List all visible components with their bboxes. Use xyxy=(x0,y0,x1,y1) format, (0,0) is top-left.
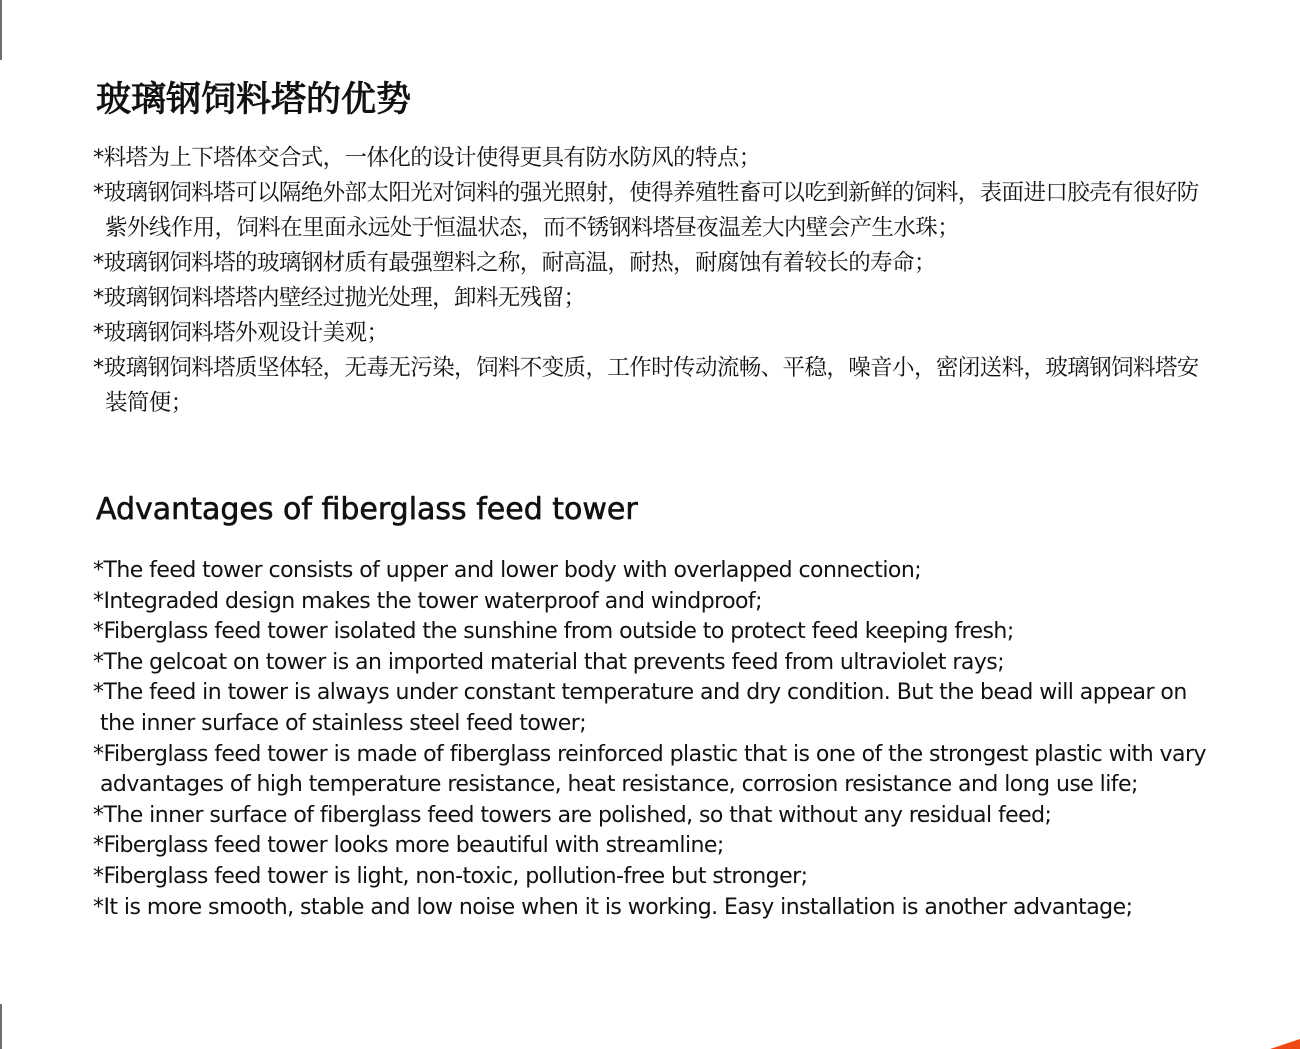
orange-corner-accent xyxy=(1270,1039,1300,1049)
english-advantage-item: *The gelcoat on tower is an imported material that prevents feed from ultraviolet rays; xyxy=(93,649,1005,675)
left-edge-line-top xyxy=(0,0,2,60)
english-advantages-section xyxy=(93,488,1218,923)
left-edge-line-bottom xyxy=(0,1004,2,1049)
english-advantage-item: *Fiberglass feed tower is light, non-toxic, pollution-free but stronger; xyxy=(93,863,808,889)
chinese-section-title: 玻璃钢饲料塔的优势 xyxy=(96,80,412,120)
english-advantage-item: *It is more smooth, stable and low noise when it is working. Easy installation is another advantage; xyxy=(93,894,1133,920)
chinese-advantage-item: *玻璃钢饲料塔塔内壁经过抛光处理，卸料无残留； xyxy=(93,285,586,311)
english-advantage-item: *The feed in tower is always under constant temperature and dry condition. But the bead will appear on the inner surface of stainless steel feed tower; xyxy=(93,680,1187,736)
english-advantage-item: *Fiberglass feed tower is made of fiberglass reinforced plastic that is one of the strongest plastic with vary advantages of high temperature resistance, heat resistance, corrosion resistance and long use life; xyxy=(93,741,1206,798)
chinese-advantages-list xyxy=(93,141,1218,421)
english-advantages-list xyxy=(93,556,1218,923)
chinese-advantage-item: *玻璃钢饲料塔质坚体轻，无毒无污染，饲料不变质，工作时传动流畅、平稳，噪音小，密闭送料，玻璃钢饲料塔安装简便； xyxy=(93,355,1199,416)
chinese-advantage-item: *料塔为上下塔体交合式，一体化的设计使得更具有防水防风的特点； xyxy=(93,145,761,171)
chinese-advantage-item: *玻璃钢饲料塔外观设计美观； xyxy=(93,320,389,346)
chinese-advantage-item: *玻璃钢饲料塔的玻璃钢材质有最强塑料之称，耐高温，耐热，耐腐蚀有着较长的寿命； xyxy=(93,250,936,276)
english-advantage-item: *Integraded design makes the tower waterproof and windproof; xyxy=(93,588,762,614)
english-advantage-item: *The inner surface of fiberglass feed towers are polished, so that without any residual feed; xyxy=(93,802,1052,828)
english-section-title: Advantages of fiberglass feed tower xyxy=(96,492,638,527)
chinese-advantage-item: *玻璃钢饲料塔可以隔绝外部太阳光对饲料的强光照射，使得养殖牲畜可以吃到新鲜的饲料，表面进口胶壳有很好防紫外线作用，饲料在里面永远处于恒温状态，而不锈钢料塔昼夜温差大内壁会产生水珠； xyxy=(93,180,1199,241)
english-advantage-item: *The feed tower consists of upper and lower body with overlapped connection; xyxy=(93,558,922,583)
english-advantage-item: *Fiberglass feed tower isolated the sunshine from outside to protect feed keeping fresh; xyxy=(93,619,1014,645)
chinese-advantages-section xyxy=(93,76,1218,421)
english-advantage-item: *Fiberglass feed tower looks more beautiful with streamline; xyxy=(93,833,724,859)
